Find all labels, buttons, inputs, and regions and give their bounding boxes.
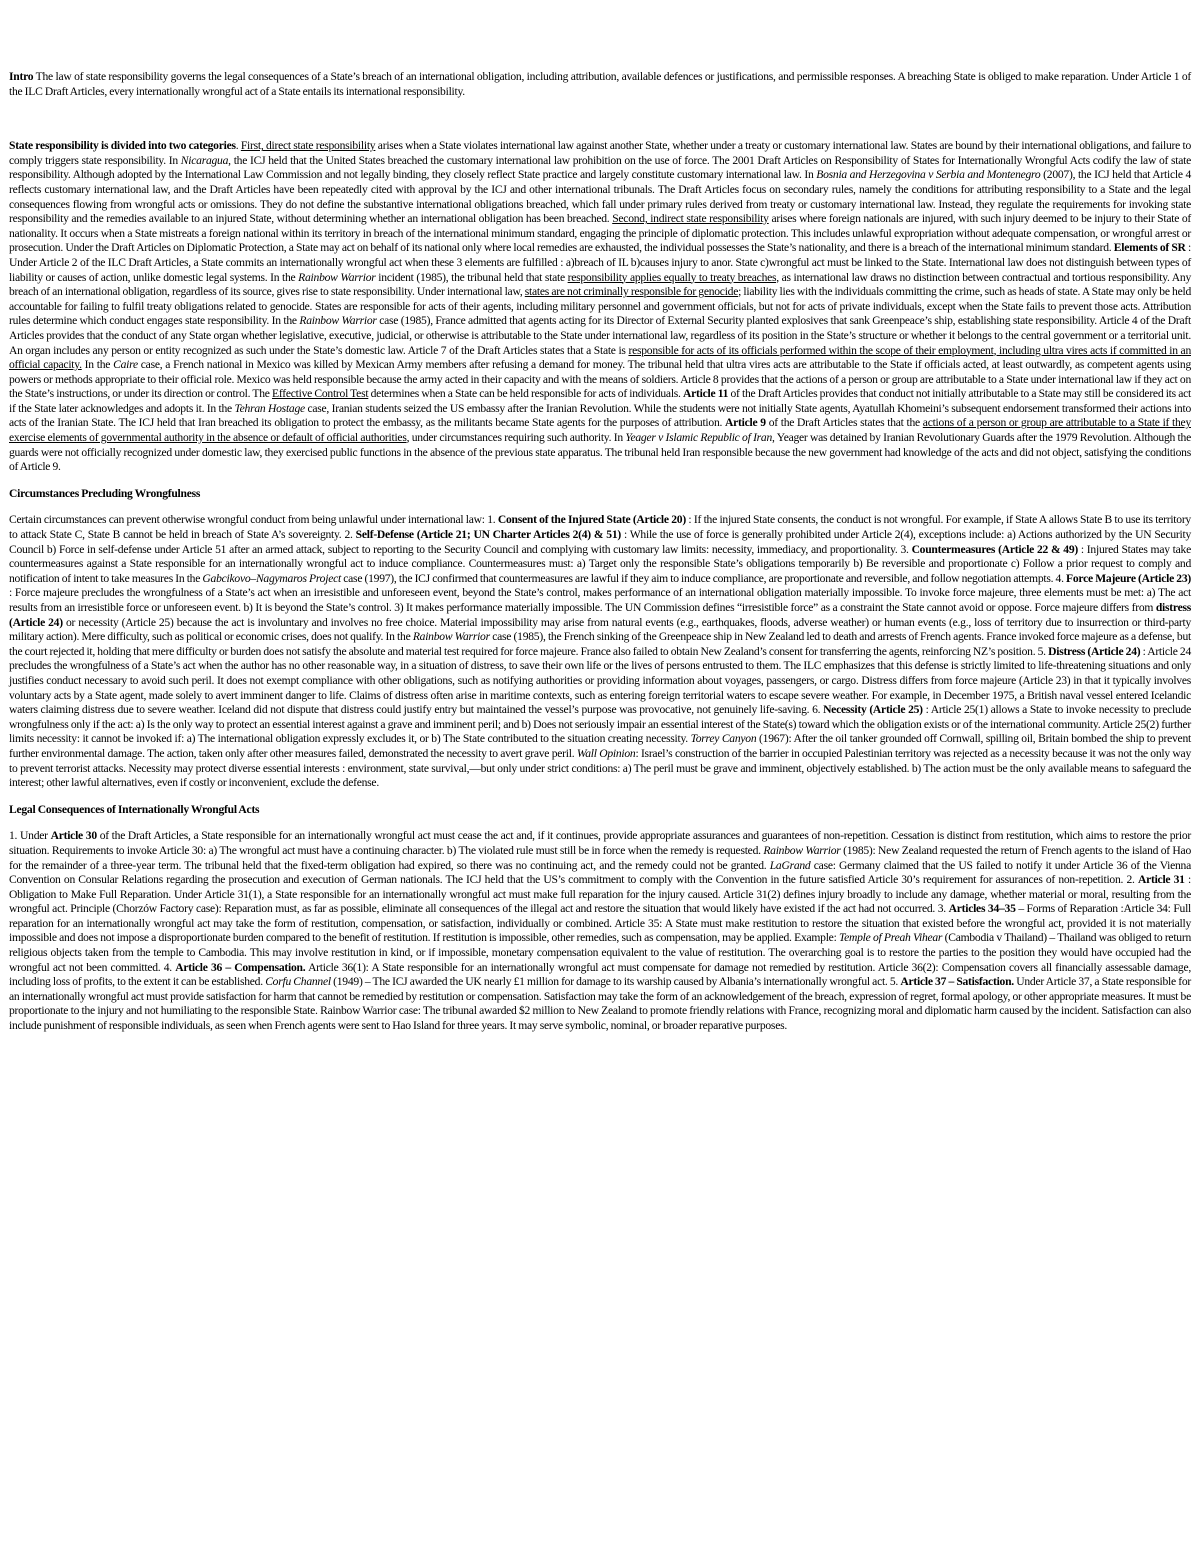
text-run: case (1985), the French sinking of the Greenpeace ship in New Zealand led to death and arrests of French agents. France invoked force majeure as a defense, but the court rejected it, holding that mere difficulty or burden does not satisfy the absolute and material test required for force majeure. France also failed to obtain New Zealand’s consent for transferring the agents, reinforcing NZ’s position. 5. [9,630,1191,658]
text-run: (1967): After the oil tanker grounded off Cornwall, spilling oil, Britain bombed the ship to prevent further environmental damage. The action, taken only after other measures failed, demonstrated the necessity to avert grave peril. [9,732,1191,760]
text-run: (2007), the ICJ held that Article 4 reflects customary international law, and the Draft Articles have been repeatedly cited with approval by the ICJ and other international tribunals. The Draft Articles focus on secondary rules, namely the conditions for attributing responsibility to a State and the legal consequences flowing from wrongful acts or omissions. They do not define the substantive international obligations breached, which fall under primary rules derived from treaty or customary international law. Instead, they regulate the requirements for invoking state responsibility and the remedies available to an injured State, without determining whether an international obligation has been breached. [9,168,1191,226]
heading-legal-consequences: Legal Consequences of Internationally Wrongful Acts [9,802,260,816]
case-gabcikovo: Gabcikovo–Nagymaros Project [202,571,341,585]
text-run: : Force majeure precludes the wrongfulness of a State’s act when an irresistible and unforeseen event, beyond the State’s control, makes performance of an international obligation materially impossible. To invoke force majeure, three elements must be met: a) The act results from an irresistible force or unforeseen event. b) It is beyond the State’s control. 3) It makes performance materially impossible. The UN Commission defines “irresistible force” as a constraint the State cannot avoid or oppose. Force majeure differs from [9,586,1191,614]
case-bosnia: Bosnia and Herzegovina v Serbia and Montenegro [816,168,1041,182]
case-rainbow-warrior: Rainbow Warrior [412,630,490,644]
text-run: : If the injured State consents, the conduct is not wrongful. For example, if State A allows State B to use its territory to attack State C, State B cannot be held in breach of State A’s sovereignty. 2. [9,513,1191,542]
text-run: (1985): New Zealand requested the return of French agents to the island of Hao for the remainder of a three-year term. The tribunal held that the fixed-term obligation had expired, so there was no continuing act, and the remedy could not be granted. [9,843,1191,872]
cpw-distress-ref: distress (Article 24) [9,601,1191,629]
text-run: : Under Article 2 of the ILC Draft Articles, a State commits an internationally wrongful act when these 3 elements are fulfilled : a)breach of IL b)causes injury to anor. State c)wrongful act must be linked to the State. International law does not distinguish between types of liability or causes of action, unlike domestic legal systems. In the [9,241,1191,284]
case-yeager: Yeager v Islamic Republic of Iran [625,431,773,445]
cpw-necessity: Necessity (Article 25) [823,703,923,717]
lc-article-30: Article 30 [50,829,97,843]
text-run: as international law draws no distinction between contractual and tortious responsibility. Any breach of an international obligation, regardless of its source, gives rise to state responsibility. Under international law, [9,270,1192,299]
text-run: case, Iranian students seized the US embassy after the Iranian Revolution. While the students were not initially State agents, Ayatullah Khomeini’s subsequent endorsement transformed their actions into acts of the Iranian State. The ICJ held that Iran breached its obligation to protect the embassy, as the militants became State agents for the purposes of attribution. [9,401,1191,430]
text-run: case (1985), France admitted that agents acting for its Director of External Security planted explosives that sank Greenpeace’s ship, establishing state responsibility. Article 4 of the Draft Articles provides that the conduct of any State organ whether legislative, executive, judicial, or otherwise is attributable to the State under international law, regardless of its position in the State’s structure or whether it belongs to the central government or a territorial unit. An organ includes any person or entity recognized as such under the State’s domestic law. Article 7 of the Draft Articles states that a State is [9,314,1192,357]
sr-article-9: Article 9 [725,416,766,430]
text-run: (Cambodia v Thailand) – Thailand was obliged to return religious objects taken from the temple to Cambodia. This may involve restitution in kind, or if impossible, monetary compensation equivalent to the value of restitution. The overarching goal is to restore the parties to the position they would have occupied had the wrongful act not been committed. 4. [9,931,1191,974]
state-responsibility-paragraph [9,139,1191,475]
text-run: arises where foreign nationals are injured, with such injury deemed to be injury to their State of nationality. It occurs when a State mistreats a foreign national within its territory in breach of the international minimum standard, engaging the principle of diplomatic protection. This includes unlawful expropriation without adequate compensation, or wrongful arrest or prosecution. Under the Draft Articles on Diplomatic Protection, a State may act on behalf of its national only where local remedies are exhausted, the individual possesses the State’s nationality, and there is a breach of the international minimum standard. [9,212,1191,255]
case-rainbow-warrior: Rainbow Warrior [298,270,376,284]
cpw-countermeasures: Countermeasures (Article 22 & 49) [911,542,1079,556]
cpw-force-majeure: Force Majeure (Article 23) [1066,571,1191,585]
text-run: 1. Under [9,829,51,843]
sr-treaty-breaches: responsibility applies equally to treaty breaches, [567,270,779,284]
spacer [9,791,1191,803]
legal-consequences-paragraph [9,829,1191,1033]
case-lagrand: LaGrand [769,858,811,872]
text-run: : Obligation to Make Full Reparation. Under Article 31(1), a State responsible for an internationally wrongful act must make full reparation for the injury caused. Article 31(2) defines injury broadly to include any damage, whether material or moral, resulting from the wrongful act. Principle (Chorzów Factory case): Reparation must, as far as possible, eliminate all consequences of the illegal act and restore the situation that would likely have existed if the act had not occurred. 3. [9,873,1191,916]
case-rainbow-warrior: Rainbow Warrior [763,843,841,857]
sr-genocide: states are not criminally responsible for genocide [524,285,739,299]
text-run: Under Article 37, a State responsible for an internationally wrongful act must provide satisfaction for harm that cannot be remedied by restitution or compensation. Satisfaction may take the form of an acknowledgement of the breach, expression of regret, formal apology, or other appropriate measures. It must be proportionate to the injury and not humiliating to the responsible State. Rainbow Warrior case: The tribunal awarded $2 million to New Zealand to promote friendly relations with France, recognizing moral and diplomatic harm caused by the incident. Satisfaction can also include punishment of responsible individuals, as seen when French agents were sent to Hao Island for three years. It may serve symbolic, nominal, or broader reparative purposes. [9,975,1191,1033]
circumstances-paragraph [9,513,1191,790]
case-preah-vihear: Temple of Preah Vihear [838,931,943,945]
text-run: : Article 25(1) allows a State to invoke necessity to preclude wrongfulness only if the act: a) Is the only way to protect an essential interest against a grave and imminent peril; and b) Does not seriously impair an essential interest of the State(s) toward which the obligation exists or of the international community. Article 25(2) further limits necessity: it cannot be invoked if: a) The international obligation expressly excludes it, or b) The State contributed to the situation creating necessity. [9,703,1191,746]
case-caire: Caire [113,358,138,372]
sr-lead-bold: State responsibility is divided into two categories [9,139,236,153]
case-rainbow-warrior: Rainbow Warrior [299,314,377,328]
text-run: : Article 24 precludes the wrongfulness of a State’s act when the author has no other reasonable way, in a situation of distress, to save their own life or the lives of persons entrusted to them. The ILC emphasizes that this defense is strictly limited to life-threatening situations and only justifies conduct necessary to avoid such peril. It does not exempt compliance with other obligations, such as notifying authorities or providing information about voyages, passengers, or cargo. Distress differs from force majeure (Article 23) in that it typically involves voluntary acts by a State agent, made solely to avert imminent danger to life. Claims of distress often arise in maritime contexts, such as entering foreign territorial waters to escape severe weather. For example, in December 1975, a British naval vessel entered Icelandic waters claiming distress due to severe weather. Iceland did not dispute that distress could justify entry but maintained the vessel’s purpose was provocative, not genuinely life-saving. 6. [9,644,1191,717]
text-run: In the [81,358,114,372]
intro-label: Intro [9,70,34,83]
text-run: , the ICJ held that the United States breached the customary international law prohibition on the use of force. The 2001 Draft Articles on Responsibility of States for Internationally Wrongful Acts codify the law of state responsibility. Although adopted by the International Law Commission and not legally binding, they closely reflect State practice and largely constitute customary international law. In [9,153,1191,182]
lc-article-36: Article 36 – Compensation. [175,960,306,974]
text-run: : Injured States may take countermeasures against a State responsible for an internationally wrongful act to induce compliance. Countermeasures must: a) Target only the responsible State’s obligations temporarily b) Be reversible and proportionate c) Follow a prior request to comply and notification of intent to take measures In the [9,542,1191,585]
sr-officials-acts: responsible for acts of its officials performed within the scope of their employment, including ultra vires acts if committed in an official capacity. [9,343,1191,372]
cpw-consent: Consent of the Injured State (Article 20) [497,513,686,527]
spacer [9,475,1191,487]
spacer [9,817,1191,829]
text-run: case (1997), the ICJ confirmed that countermeasures are lawful if they aim to induce compliance, are proportionate and reversible, and follow negotiation attempts. 4. [340,571,1067,585]
case-wall-opinion: Wall Opinion [576,746,636,760]
text-run: of the Draft Articles states that the [765,416,923,430]
sr-first-direct: First, direct state responsibility [240,139,376,153]
text-run: , under circumstances requiring such authority. In [406,431,626,445]
text-run: of the Draft Articles, a State responsible for an internationally wrongful act must cease the act and, if it continues, provide appropriate assurances and guarantees of non-repetition. Cessation is distinct from restitution, which aims to restore the prior situation. Requirements to invoke Article 30: a) The wrongful act must have a continuing character. b) The violated rule must still be in force when the remedy is requested. [9,829,1191,857]
text-run: case, a French national in Mexico was killed by Mexican Army members after refusing a demand for money. The tribunal held that ultra vires acts are attributable to the State if officials acted, at least outwardly, as competent agents using powers or methods appropriate to their official role. Mexico was held responsible because the army acted in their capacity and with the means of soldiers. Article 8 provides that the actions of a person or group are attributable to a State under international law if they act on the State’s instructions, or under its direction or control. The [9,358,1191,401]
intro-text: The law of state responsibility governs the legal consequences of a State’s breach of an international obligation, including attribution, available defences or justifications, and permissible responses. A breaching State is obliged to make reparation. Under Article 1 of the ILC Draft Articles, every internationally wrongful act of a State entails its international responsibility. [9,70,1191,98]
text-run: case: Germany claimed that the US failed to notify it under Article 36 of the Vienna Convention on Consular Relations regarding the prosecution and execution of German nationals. The ICJ held that the US’s commitment to comply with the Convention in the future satisfied Article 30’s requirement for assurances of non-repetition. 2. [9,858,1191,887]
text-run: (1949) – The ICJ awarded the UK nearly £1 million for damage to its warship caused by Albania’s internationally wrongful act. 5. [330,975,901,989]
heading-circumstances: Circumstances Precluding Wrongfulness [9,486,201,500]
case-corfu-channel: Corfu Channel [265,975,331,989]
lc-articles-34-35: Articles 34–35 [948,902,1016,916]
sr-effective-control: Effective Control Test [272,387,369,401]
text-run: incident (1985), the tribunal held that state [375,270,568,284]
text-run: . [235,139,241,153]
sr-second-indirect: Second, indirect state responsibility [612,212,769,226]
case-torrey-canyon: Torrey Canyon [690,732,757,746]
text-run: ; liability lies with the individuals committing the crime, such as heads of state. A State may only be held accountable for failing to fulfil treaty obligations related to genocide. States are responsible for acts of their agents, including military personnel and government officials, but not for acts of private individuals, except when the State fails to prevent those acts. Attribution rules determine which conduct engages state responsibility. In the [9,285,1191,328]
text-run: or necessity (Article 25) because the act is involuntary and involves no free choice. Material impossibility may arise from natural events (e.g., earthquakes, floods, adverse weather) or human events (e.g., loss of territory due to insurrection or third-party military action). Mere difficulty, such as political or economic crises, does not qualify. In the [9,615,1191,644]
text-run: : While the use of force is generally prohibited under Article 2(4), exceptions include: a) Actions authorized by the UN Security Council b) Force in self-defense under Article 51 after an armed attack, subject to reporting to the Security Council and complying with customary law limits: necessity, immediacy, and proportionality. 3. [9,528,1191,556]
intro-paragraph [9,70,1191,99]
cpw-distress: Distress (Article 24) [1048,644,1141,658]
spacer [9,501,1191,513]
lc-article-37: Article 37 – Satisfaction. [900,975,1014,989]
case-tehran-hostage: Tehran Hostage [234,401,305,415]
cpw-self-defense: Self-Defense (Article 21; UN Charter Articles 2(4) & 51) [355,528,621,542]
spacer [9,99,1191,139]
text-run: arises when a State violates international law against another State, whether under a treaty or customary international law. States are bound by their international obligations, and failure to comply triggers state responsibility. In [9,139,1191,167]
case-nicaragua: Nicaragua [180,153,229,167]
sr-elements-label: Elements of SR [1113,241,1186,255]
text-run: Article 36(1): A State responsible for an internationally wrongful act must compensate for damage not remedied by restitution. Article 36(2): Compensation covers all financially assessable damage, including loss of profits, to the extent it can be established. [9,960,1192,989]
sr-governmental-authority: actions of a person or group are attributable to a State if they exercise elements of governmental authority in the absence or default of official authorities [9,416,1191,445]
text-run: determines when a State can be held responsible for acts of individuals. [368,387,684,401]
text-run: Certain circumstances can prevent otherwise wrongful conduct from being unlawful under international law: 1. [9,513,498,527]
text-run: – Forms of Reparation :Article 34: Full reparation for an internationally wrongful act may take the form of restitution, compensation, or satisfaction, individually or combined. Article 35: A State must make restitution to restore the situation that existed before the wrongful act, provided it is not materially impossible and does not impose a disproportionate burden compared to the benefit of restitution. If restitution is impossible, other remedies, such as compensation, may be applied. Example: [9,902,1192,945]
text-run: of the Draft Articles provides that conduct not initially attributable to a State may still be considered its act if the State later acknowledges and adopts it. In the [9,387,1191,415]
sr-article-11: Article 11 [683,387,729,401]
lc-article-31: Article 31 [1137,873,1185,887]
text-run: : Israel’s construction of the barrier in occupied Palestinian territory was rejected as a necessity because it was not the only way to prevent terrorist attacks. Necessity may protect diverse essential interests : environment, state survival,—but only under strict conditions: a) The peril must be grave and imminent, objectively established. b) The action must be the only available means to safeguard the interest; other lawful alternatives, even if costly or inconvenient, exclude the defense. [9,746,1191,790]
text-run: , Yeager was detained by Iranian Revolutionary Guards after the 1979 Revolution. Although the guards were not officially recognized under domestic law, they exercised public functions in the absence of the previous state apparatus. The tribunal held Iran responsible because the new government had knowledge of the acts and did not object, satisfying the conditions of Article 9. [9,431,1191,474]
